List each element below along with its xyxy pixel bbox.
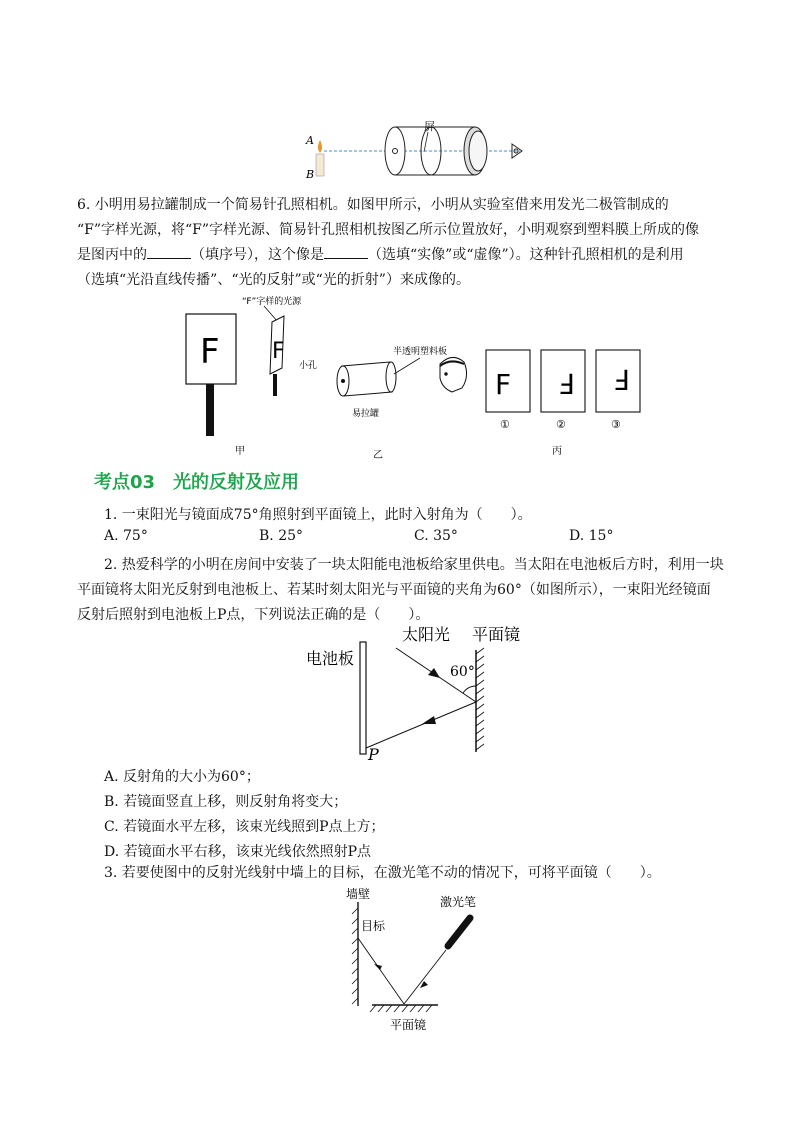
pinhole-image-figure [180,292,650,462]
q2-line-3: 反射后照射到电池板上P点，下列说法正确的是（ ）。 [77,607,430,623]
q6-line-1: 6. 小明用易拉罐制成一个简易针孔照相机。如图甲所示，小明从实验室借来用发光二极管制成的 [77,197,669,213]
answer-blank-2[interactable] [324,244,368,259]
solar-panel-figure [300,620,530,762]
f-source-board [186,314,236,436]
caption-jia: 甲 [235,446,245,457]
q1-option-a[interactable]: A. 75° [104,528,148,544]
q1-stem: 1. 一束阳光与镜面成75°角照射到平面镜上，此时入射角为（ ）。 [104,507,532,523]
section-number: 考点03 [94,472,156,493]
angle-label: 60° [450,664,475,680]
point-p-label: P [368,745,379,762]
solar-panel [360,642,366,754]
wall-label: 墙壁 [346,887,371,901]
answer-blank-1[interactable] [147,244,191,259]
point-b-label: B [306,168,315,181]
svg-text:F: F [558,367,575,400]
observer-head-icon [440,357,467,392]
reflected-ray [366,702,476,748]
reflected-arrow-q3 [374,964,382,970]
hole-label: 小孔 [299,361,318,371]
incident-arrow [428,668,440,678]
q6-line-2: “F”字样光源，将“F”字样光源、简易针孔照相机按图乙所示位置放好，小明观察到塑料膜上所成的像 [77,222,700,238]
pinhole-camera-figure [300,118,540,182]
q2-option-b[interactable]: B. 若镜面竖直上移，则反射角将变大； [104,794,348,810]
svg-text:F: F [613,363,630,396]
q3-stem: 3. 若要使图中的反射光线射中墙上的目标，在激光笔不动的情况下，可将平面镜（ ）。 [104,865,661,881]
mirror-label: 平面镜 [472,625,521,644]
mirror-line-hatching [370,1005,432,1012]
candle-icon [316,140,324,176]
laser-incident-ray [404,950,446,1004]
can-label: 易拉罐 [352,409,380,419]
option-3-card [596,350,640,431]
option-1-card [486,350,530,431]
svg-text:F: F [495,368,512,401]
q6-line-3b: （填序号），这个像是 [191,247,324,263]
q6-line-3 [77,243,727,268]
laser-mirror-figure [328,884,508,1034]
q2-option-c[interactable]: C. 若镜面水平左移，该束光线照到P点上方； [104,819,385,835]
target-label: 目标 [361,919,386,933]
q6-line-3a: 是图丙中的 [77,247,147,263]
laser-reflected-ray [358,938,404,1004]
film-label: 半透明塑料板 [393,347,448,357]
laser-pen-icon [448,918,470,946]
f-letter-jia: F [200,332,220,372]
angle-arc [463,686,476,693]
small-f-source [270,316,285,396]
section-title: 光的反射及应用 [173,472,300,493]
option-1-label: ① [500,418,510,431]
point-a-label: A [306,134,314,147]
q2-option-a[interactable]: A. 反射角的大小为60°； [104,769,260,785]
mirror-hatching [476,648,484,750]
reflected-arrow [422,716,436,724]
laser-label: 激光笔 [440,895,477,909]
option-2-label: ② [556,418,566,431]
q2-line-1: 2. 热爱科学的小明在房间中安装了一块太阳能电池板给家里供电。当太阳在电池板后方时，利用一块 [104,557,724,573]
wall-hatching [352,908,358,1004]
caption-bing: 丙 [552,446,562,457]
sun-label: 太阳光 [402,625,451,644]
option-2-card [541,350,585,431]
q2-line-2: 平面镜将太阳光反射到电池板上、若某时刻太阳光与平面镜的夹角为60°（如图所示），一束阳光经镜面 [77,582,711,598]
q6-line-3c: （选填“实像”或“虚像”）。这种针孔照相机的是利用 [368,247,684,263]
q2-option-d[interactable]: D. 若镜面水平右移，该束光线依然照射P点 [104,844,372,860]
q6-line-4: （选填“光沿直线传播”、“光的反射”或“光的折射”）来成像的。 [77,272,470,288]
flat-mirror-label: 平面镜 [390,1018,427,1032]
screen-label: 屏 [424,120,435,133]
can-icon [337,362,396,396]
q1-option-c[interactable]: C. 35° [414,528,458,544]
svg-text:F: F [272,339,285,364]
panel-label: 电池板 [306,649,355,668]
q1-option-d[interactable]: D. 15° [569,528,614,544]
option-3-label: ③ [611,418,621,431]
screen-pointer [424,132,428,152]
section-heading [94,468,299,494]
caption-yi: 乙 [373,450,383,461]
q1-option-b[interactable]: B. 25° [259,528,304,544]
source-label: “F”字样的光源 [242,297,302,307]
